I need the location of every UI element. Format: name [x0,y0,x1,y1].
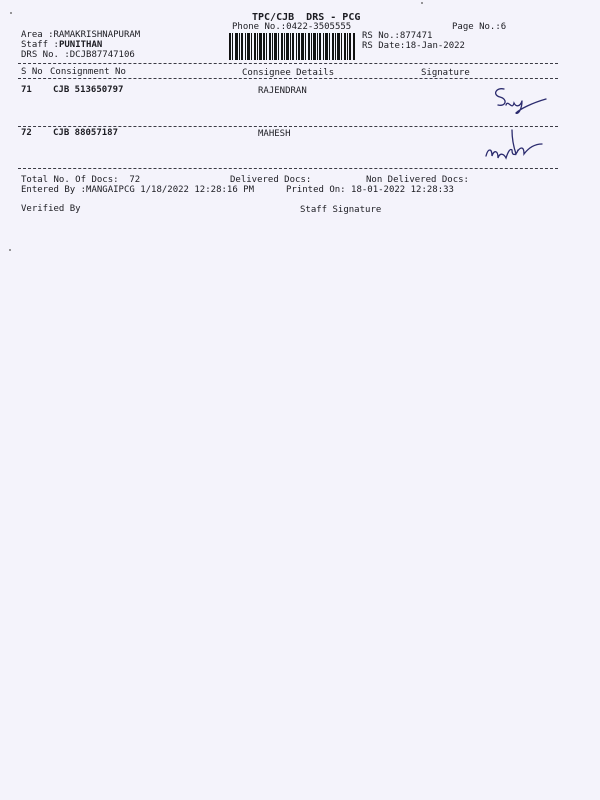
rs-number: RS No.:877471 [362,31,433,41]
header-divider-bottom [18,78,558,79]
column-header-consignee: Consignee Details [242,68,335,78]
row-sno: 72 [21,128,32,138]
column-header-sno: S No [21,67,43,77]
row-sno: 71 [21,85,32,95]
barcode-image [229,33,355,60]
total-docs: Total No. Of Docs: 72 [21,175,141,185]
row-consignee: MAHESH [258,129,291,139]
header-divider-top [18,63,558,64]
scan-speck [10,12,12,14]
row-divider [18,126,558,127]
column-header-consignment: Consignment No [50,67,126,77]
non-delivered-docs: Non Delivered Docs: [366,175,469,185]
row-divider [18,168,558,169]
rs-date: RS Date:18-Jan-2022 [362,41,465,51]
staff-name: PUNITHAN [58,40,103,50]
area-field: Area :RAMAKRISHNAPURAM [21,30,141,40]
drs-number: DRS No. :DCJB87747106 [21,50,135,60]
row-consignment: CJB 88057187 [53,128,119,138]
signature-image [486,83,550,119]
printed-on: Printed On: 18-01-2022 12:28:33 [286,185,454,195]
row-consignee: RAJENDRAN [258,86,307,96]
delivered-docs: Delivered Docs: [230,175,312,185]
phone-number: Phone No.:0422-3505555 [232,22,352,32]
page-number: Page No.:6 [452,22,507,32]
staff-label: Staff : [21,40,59,50]
entered-by: Entered By :MANGAIPCG 1/18/2022 12:28:16 PM [21,185,254,195]
document-title: TPC/CJB DRS - PCG [252,12,361,23]
column-header-signature: Signature [421,68,470,78]
verified-by-label: Verified By [21,204,81,214]
row-consignment: CJB 513650797 [53,85,124,95]
signature-image [482,126,544,166]
scan-speck [9,249,11,251]
staff-signature-label: Staff Signature [300,205,382,215]
scan-speck [421,2,423,4]
